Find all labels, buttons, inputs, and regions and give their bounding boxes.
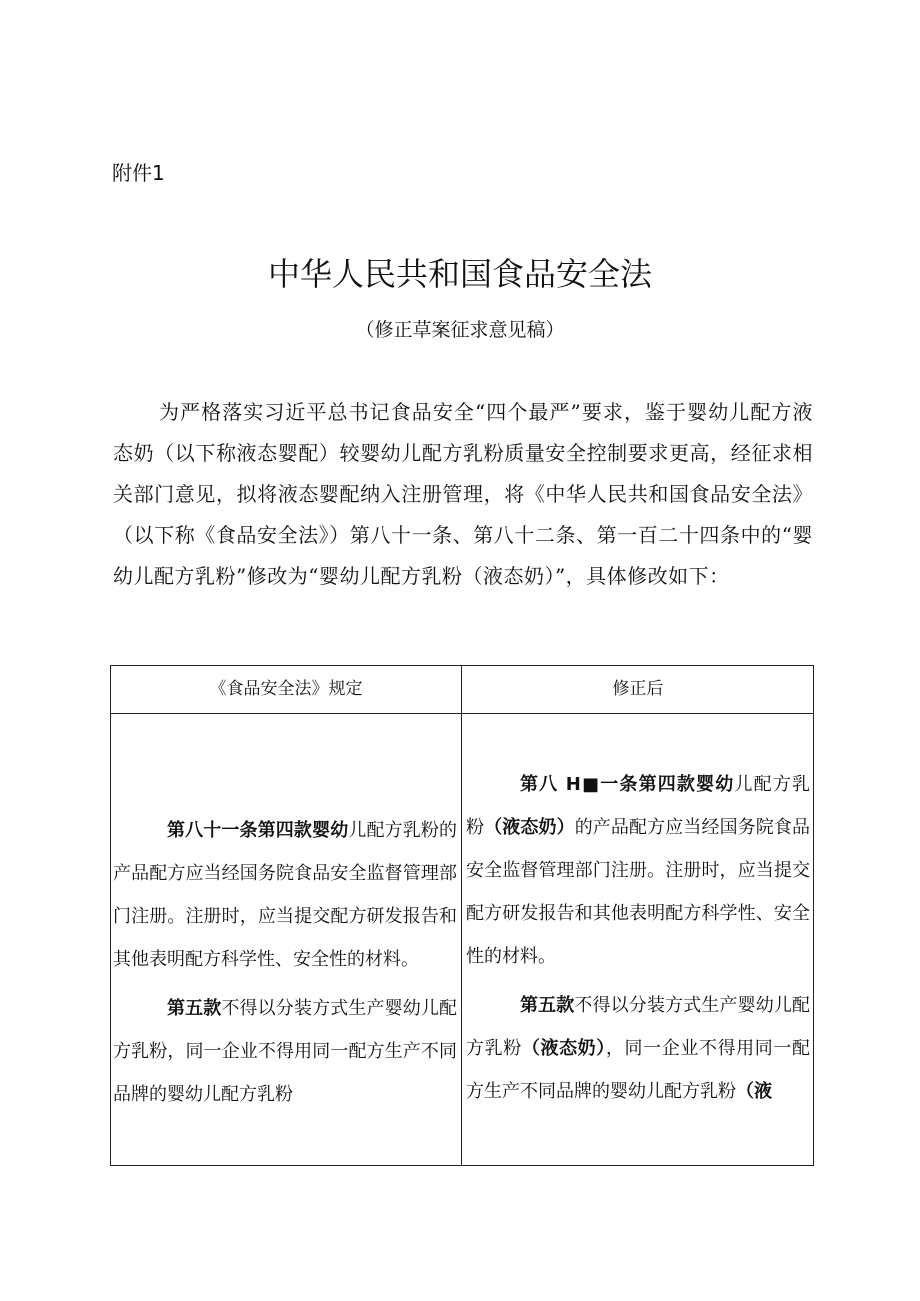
clause-label: 第八十一条第四款婴幼 xyxy=(167,820,349,841)
document-subtitle: （修正草案征求意见稿） xyxy=(355,319,565,341)
clause-label: 第五款 xyxy=(520,995,575,1016)
document-title: 中华人民共和国食品安全法 xyxy=(267,255,652,293)
original-article-81-clause-4 xyxy=(113,809,457,981)
intro-paragraph: 为严格落实习近平总书记食品安全“四个最严”要求，鉴于婴幼儿配方液态奶（以下称液态婴配）较婴幼儿配方乳粉质量安全控制要求更高，经征求相关部门意见，拟将液态婴配纳入注册管理，将《中华人民共和国食品安全法》（以下称《食品安全法》）第八十一条、第八十二条、第一百二十四条中的“婴幼儿配方乳粉”修改为“婴幼儿配方乳粉（液态奶）”，具体修改如下： xyxy=(113,400,813,588)
clause-text: 儿配方乳粉的产品配方应当经国务院食品安全监督管理部门注册。注册时，应当提交配方研发报告和其他表明配方科学性、安全性的材料。 xyxy=(113,820,458,970)
attachment-label: 附件1 xyxy=(112,161,165,185)
revised-article-81-clause-5 xyxy=(466,984,810,1113)
column-header-revised: 修正后 xyxy=(612,679,664,699)
clause-text: 不得以分装方式生产婴幼儿配方乳粉 xyxy=(466,995,811,1059)
inserted-text: （液态奶） xyxy=(484,817,575,838)
header-divider xyxy=(111,713,813,714)
inserted-text: （液态奶） xyxy=(521,1038,606,1059)
revised-article-81-clause-4 xyxy=(466,763,810,978)
clause-text: 的产品配方应当经国务院食品安全监督管理部门注册。注册时，应当提交配方研发报告和其他表明配方科学性、安全性的材料。 xyxy=(466,817,811,967)
original-article-81-clause-5 xyxy=(113,987,457,1116)
clause-label: 第五款 xyxy=(167,998,222,1019)
original-provision-cell xyxy=(113,809,457,1122)
clause-text: ，同一企业不得用同一配方生产不同品牌的婴幼儿配方乳粉 xyxy=(466,1038,811,1102)
clause-text: 儿配方乳粉 xyxy=(466,774,810,838)
column-header-original: 《食品安全法》规定 xyxy=(209,679,363,699)
comparison-table xyxy=(110,665,814,1166)
clause-text: 不得以分装方式生产婴幼儿配方乳粉，同一企业不得用同一配方生产不同品牌的婴幼儿配方乳粉 xyxy=(113,998,458,1105)
inserted-text: （液 xyxy=(736,1081,772,1102)
clause-label: 第八 H■一条第四款婴幼 xyxy=(520,774,735,795)
revised-provision-cell xyxy=(466,763,810,1119)
column-divider xyxy=(461,666,462,1165)
